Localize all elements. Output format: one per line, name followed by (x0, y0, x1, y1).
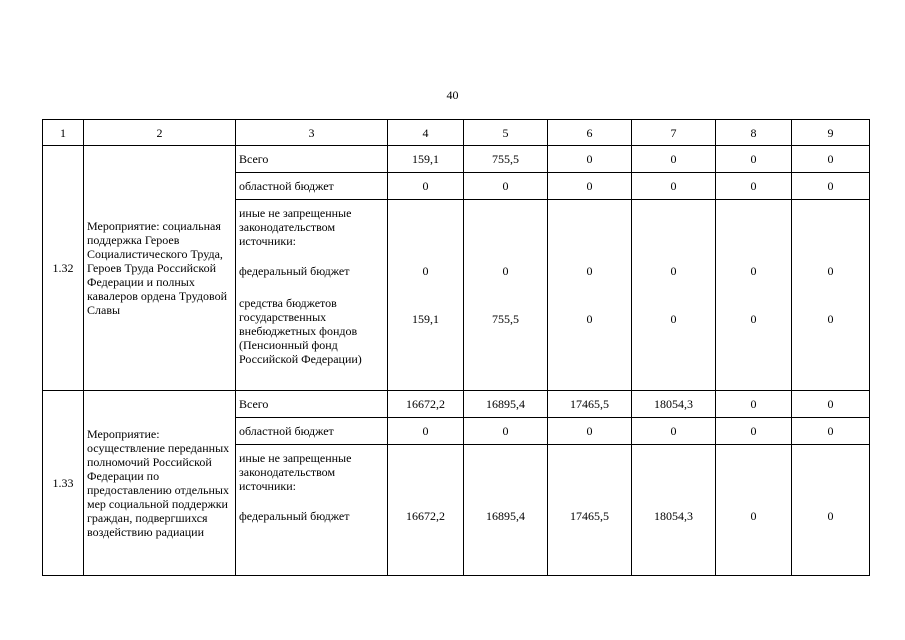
row-number: 1.32 (43, 146, 84, 391)
value-cell: 16895,4 (464, 391, 548, 418)
column-header: 9 (792, 120, 870, 146)
other-sources-header: иные не запрещенные законодательством источники: (239, 451, 352, 493)
value-cell-group (792, 200, 870, 391)
value-cell: 0 (388, 173, 464, 200)
value-cell: 0 (464, 418, 548, 445)
value-cell: 0 (716, 391, 792, 418)
column-header: 8 (716, 120, 792, 146)
value-cell-group (632, 200, 716, 391)
value-cell-group (388, 445, 464, 576)
funding-source: областной бюджет (236, 418, 388, 445)
value-cell: 0 (670, 264, 677, 278)
value-cell: 0 (670, 312, 677, 326)
value-cell: 755,5 (492, 312, 519, 326)
column-header: 4 (388, 120, 464, 146)
table-row (43, 391, 870, 418)
row-number: 1.33 (43, 391, 84, 576)
value-cell: 16672,2 (406, 509, 445, 523)
value-cell: 0 (548, 173, 632, 200)
value-cell: 0 (632, 173, 716, 200)
value-cell: 0 (716, 146, 792, 173)
value-cell: 0 (792, 173, 870, 200)
column-header: 7 (632, 120, 716, 146)
value-cell: 0 (586, 312, 593, 326)
value-cell: 0 (792, 146, 870, 173)
value-cell: 17465,5 (570, 509, 609, 523)
funding-source-group (236, 445, 388, 576)
value-cell: 0 (716, 173, 792, 200)
value-cell: 0 (792, 418, 870, 445)
funding-source: федеральный бюджет (239, 264, 350, 278)
value-cell: 159,1 (388, 146, 464, 173)
value-cell: 0 (422, 264, 429, 278)
value-cell: 0 (750, 264, 757, 278)
value-cell-group (548, 445, 632, 576)
value-cell-group (464, 445, 548, 576)
value-cell: 0 (388, 418, 464, 445)
value-cell: 159,1 (412, 312, 439, 326)
funding-source: федеральный бюджет (239, 509, 350, 523)
value-cell: 755,5 (464, 146, 548, 173)
value-cell: 0 (750, 312, 757, 326)
value-cell: 17465,5 (548, 391, 632, 418)
page-number: 40 (446, 88, 459, 102)
value-cell-group (716, 200, 792, 391)
value-cell: 0 (792, 391, 870, 418)
other-sources-header: иные не запрещенные законодательством источники: (239, 206, 352, 248)
value-cell: 0 (464, 173, 548, 200)
column-header: 1 (43, 120, 84, 146)
funding-source: средства бюджетов государственных внебюджетных фондов (Пенсионный фонд Российской Федерации) (239, 296, 362, 366)
value-cell: 18054,3 (632, 391, 716, 418)
value-cell: 16672,2 (388, 391, 464, 418)
funding-source: областной бюджет (236, 173, 388, 200)
value-cell-group (388, 200, 464, 391)
header-row (43, 120, 870, 146)
value-cell: 0 (827, 509, 834, 523)
value-cell: 0 (827, 312, 834, 326)
value-cell-group (632, 445, 716, 576)
value-cell: 0 (716, 418, 792, 445)
value-cell: 0 (548, 418, 632, 445)
value-cell-group (548, 200, 632, 391)
column-header: 5 (464, 120, 548, 146)
column-header: 6 (548, 120, 632, 146)
table-row (43, 146, 870, 173)
column-header: 3 (236, 120, 388, 146)
value-cell-group (464, 200, 548, 391)
value-cell: 0 (750, 509, 757, 523)
value-cell: 0 (586, 264, 593, 278)
value-cell-group (792, 445, 870, 576)
value-cell: 0 (502, 264, 509, 278)
value-cell: 0 (632, 146, 716, 173)
budget-table (42, 119, 870, 576)
row-description: Мероприятие: осуществление переданных полномочий Российской Федерации по предоставлению отдельных мер социальной поддержки граждан, подвергшихся воздействию радиации (84, 391, 236, 576)
value-cell-group (716, 445, 792, 576)
column-header: 2 (84, 120, 236, 146)
value-cell: 16895,4 (486, 509, 525, 523)
funding-source: Всего (236, 146, 388, 173)
value-cell: 0 (827, 264, 834, 278)
value-cell: 0 (548, 146, 632, 173)
funding-source: Всего (236, 391, 388, 418)
value-cell: 18054,3 (654, 509, 693, 523)
funding-source-group (236, 200, 388, 391)
row-description: Мероприятие: социальная поддержка Героев Социалистического Труда, Героев Труда Российской Федерации и полных кавалеров ордена Трудовой Славы (84, 146, 236, 391)
value-cell: 0 (632, 418, 716, 445)
